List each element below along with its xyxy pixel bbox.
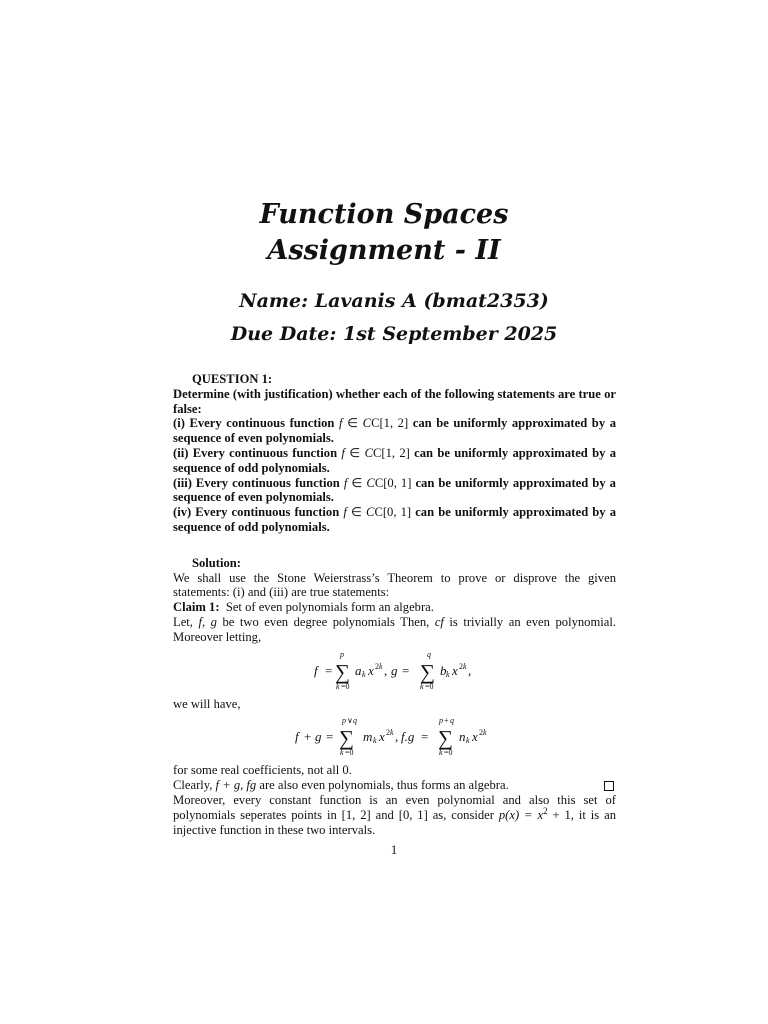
solution-intro: We shall use the Stone Weierstrass’s Theorem to prove or disprove the given statements: (i) and (iii) are true statements: [173,570,616,600]
svg-text:2: 2 [479,728,483,738]
svg-text:q: q [427,649,431,659]
svg-text:2: 2 [386,728,390,738]
svg-text:2: 2 [459,661,463,671]
function-set: C[1, 2] [371,416,409,431]
solution-heading: Solution: [192,555,241,570]
function-set: C[0, 1] [374,505,412,520]
svg-text:2: 2 [375,661,379,671]
svg-text:p: p [342,716,346,726]
svg-text:x: x [379,729,385,745]
coefficients-note: for some real coefficients, not all 0. [173,763,352,778]
svg-text:+: + [444,716,449,726]
svg-text:f.g: f.g [401,729,415,745]
svg-text:k: k [390,728,394,738]
svg-text:=0: =0 [341,681,350,691]
svg-text:,: , [384,662,388,678]
svg-text:k: k [362,669,366,679]
svg-text:=: = [325,662,333,678]
qed-box-icon [604,781,614,791]
svg-text:=0: =0 [345,748,354,758]
svg-text:x: x [472,729,478,745]
svg-text:k: k [340,748,344,758]
svg-text:=: = [402,662,410,678]
svg-text:f: f [314,662,318,678]
svg-text:∑: ∑ [335,659,350,684]
svg-text:=0: =0 [444,748,453,758]
function-set: C[1, 2] [372,445,410,460]
svg-text:a: a [355,662,362,678]
svg-text:b: b [440,662,447,678]
function-set: C[0, 1] [374,475,412,490]
equation-f-g-svg [173,649,616,693]
svg-text:+: + [304,729,312,745]
let-paragraph: Let, f, g be two even degree polynomials Then, cf is trivially an even polynomial. Moreover letting, [173,614,616,644]
equation-f-g [173,649,616,693]
claim-label: Claim 1: [173,600,220,615]
claim-1 [173,600,616,615]
page-number: 1 [390,843,398,857]
question-item-3: (iii) Every continuous function f ∈ CC[0, 1] can be uniformly approximated by a sequence of even polynomials. [173,475,616,505]
svg-text:k: k [446,669,450,679]
svg-text:g: g [391,662,398,678]
svg-text:g: g [315,729,322,745]
question-item-2: (ii) Every continuous function f ∈ CC[1, 2] can be uniformly approximated by a sequence of odd polynomials. [173,445,617,475]
svg-text:m: m [363,729,373,745]
svg-text:=: = [421,729,429,745]
moreover-paragraph: Moreover, every constant function is an even polynomial and also this set of polynomials seperates points in [1, 2] and [0, 1] as, consider $p(x) = x^2 + 1$, it is an injective function in these two intervals. [173,792,616,837]
svg-text:q: q [450,716,454,726]
svg-text:∑: ∑ [339,726,354,751]
svg-text:k: k [379,661,383,671]
svg-text:k: k [466,736,470,746]
svg-text:p: p [439,716,443,726]
svg-text:f: f [295,729,299,745]
svg-text:x: x [368,662,374,678]
svg-text:k: k [420,681,424,691]
question-item-1: (i) Every continuous function f ∈ CC[1, 2] can be uniformly approximated by a sequence of even polynomials. [173,416,616,446]
svg-text:x: x [452,662,458,678]
svg-text:p: p [340,649,344,659]
we-will-have: we will have, [173,696,241,711]
title-line-2: Assignment - II [267,235,501,266]
svg-text:k: k [373,736,377,746]
svg-text:q: q [353,716,357,726]
clearly-paragraph: Clearly, f + g, fg are also even polynomials, thus forms an algebra. [173,778,616,793]
svg-text:k: k [483,728,487,738]
svg-text:∨: ∨ [347,716,353,726]
svg-text:∑: ∑ [438,726,453,751]
author-name: Name: Lavanis A (bmat2353) [239,290,549,312]
due-date: Due Date: 1st September 2025 [230,323,558,345]
title-line-1: Function Spaces [259,199,509,230]
document-body [173,372,616,837]
svg-text:=: = [326,729,334,745]
svg-text:k: k [336,681,340,691]
question-heading: QUESTION 1: [192,372,273,386]
equation-sum-product [173,715,616,759]
svg-text:,: , [395,729,399,745]
svg-text:∑: ∑ [420,659,435,684]
question-intro: Determine (with justification) whether each of the following statements are true or false: [173,386,616,416]
equation-sum-product-svg [173,715,616,759]
claim-text: Set of even polynomials form an algebra. [225,600,434,615]
question-item-4: (iv) Every continuous function f ∈ CC[0, 1] can be uniformly approximated by a sequence of odd polynomials. [173,505,616,534]
svg-text:,: , [468,662,472,678]
svg-text:=0: =0 [425,681,434,691]
svg-text:k: k [439,748,443,758]
svg-text:n: n [459,729,466,745]
svg-text:k: k [463,661,467,671]
